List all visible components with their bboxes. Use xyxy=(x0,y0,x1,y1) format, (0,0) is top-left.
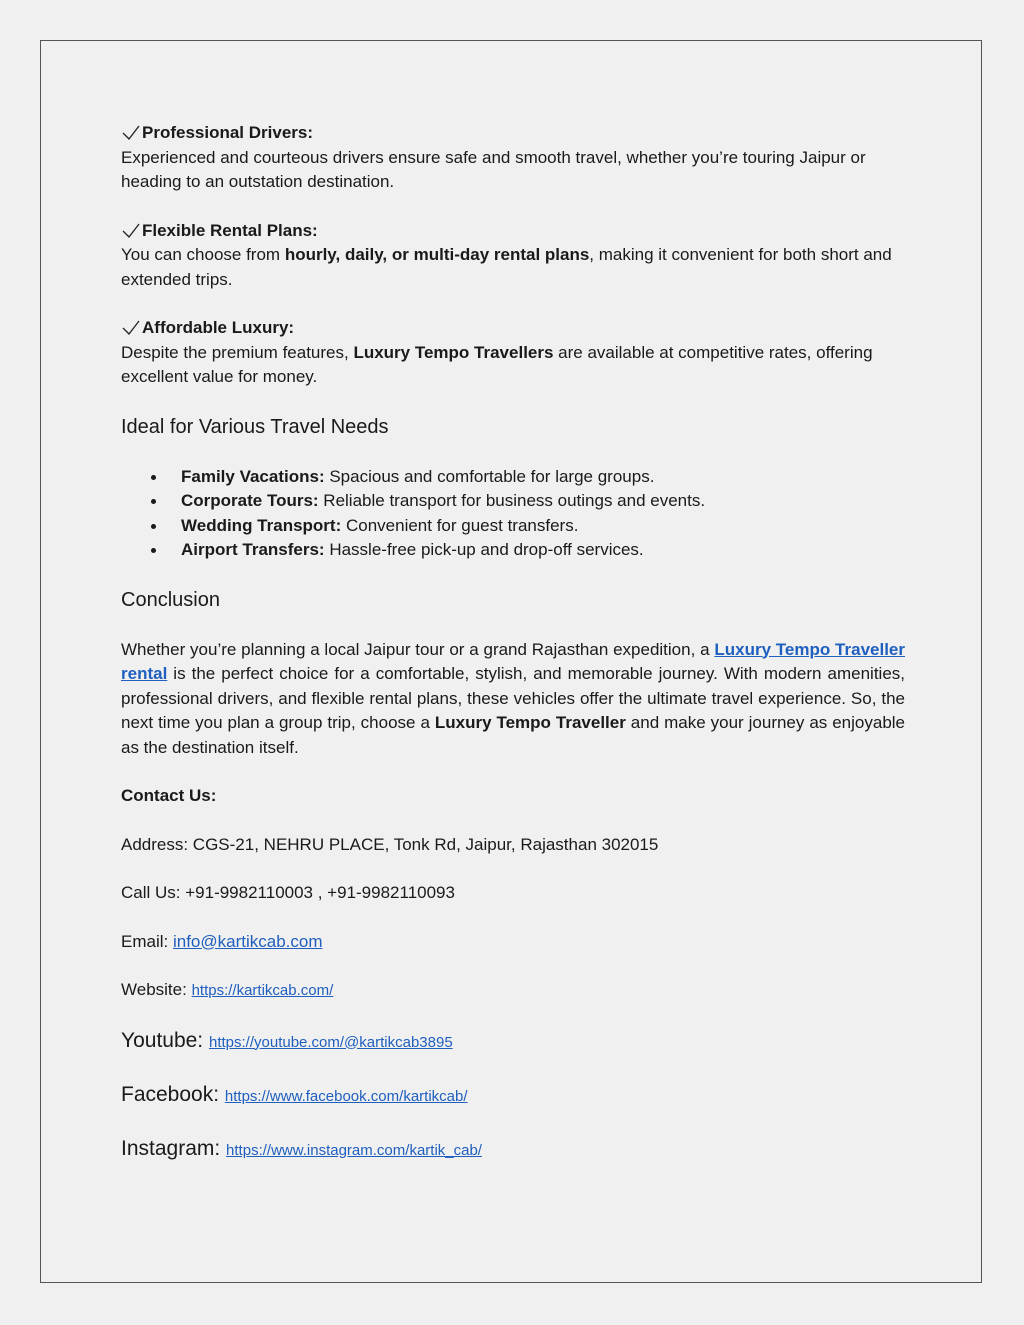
section-heading-travel-needs: Ideal for Various Travel Needs xyxy=(121,415,389,438)
bold-phrase: hourly, daily, or multi-day rental plans xyxy=(284,245,590,264)
checkmark-icon xyxy=(121,319,141,337)
checkmark-icon xyxy=(121,222,141,240)
feature-flexible-rental-plans xyxy=(121,219,905,293)
feature-text: Despite the premium features, Luxury Tempo Travellers are available at competitive rates, offering excellent value for money. xyxy=(121,342,873,386)
feature-title: Professional Drivers: xyxy=(142,123,314,142)
bold-phrase: Luxury Tempo Travellers xyxy=(353,342,554,362)
contact-instagram: Instagram: https://www.instagram.com/kartik_cab/ xyxy=(121,1136,482,1160)
youtube-link[interactable]: https://youtube.com/@kartikcab3895 xyxy=(208,1033,453,1051)
contact-facebook: Facebook: https://www.facebook.com/kartikcab/ xyxy=(121,1082,468,1106)
list-item: Corporate Tours: Reliable transport for business outings and events. xyxy=(181,489,905,514)
feature-affordable-luxury xyxy=(121,316,905,390)
feature-text: You can choose from hourly, daily, or multi-day rental plans, making it convenient for both short and extended trips. xyxy=(121,245,892,289)
contact-youtube: Youtube: https://youtube.com/@kartikcab3895 xyxy=(121,1028,453,1052)
list-item: Wedding Transport: Convenient for guest transfers. xyxy=(181,514,905,539)
feature-text: Experienced and courteous drivers ensure safe and smooth travel, whether you’re touring Jaipur or heading to an outstation destination. xyxy=(121,147,866,191)
feature-professional-drivers xyxy=(121,121,905,195)
page-content xyxy=(121,121,905,1190)
list-item: Airport Transfers: Hassle-free pick-up and drop-off services. xyxy=(181,538,905,563)
feature-title: Affordable Luxury: xyxy=(142,318,295,337)
contact-heading: Contact Us: xyxy=(121,786,217,805)
luxury-tempo-traveller-link[interactable]: Luxury Tempo Traveller rental xyxy=(121,639,905,683)
list-item: Family Vacations: Spacious and comfortable for large groups. xyxy=(181,465,905,490)
website-link[interactable]: https://kartikcab.com/ xyxy=(191,982,334,999)
feature-title: Flexible Rental Plans: xyxy=(142,220,318,240)
travel-needs-list xyxy=(121,465,905,563)
document-page xyxy=(40,40,982,1283)
conclusion-paragraph: Whether you’re planning a local Jaipur tour or a grand Rajasthan expedition, a Luxury Tempo Traveller rental is the perfect choice for a comfortable, stylish, and memorable journey. With modern amenities, professional drivers, and flexible rental plans, these vehicles offer the ultimate travel experience. So, the next time you plan a group trip, choose a Luxury Tempo Traveller and make your journey as enjoyable as the destination itself. xyxy=(121,639,906,757)
instagram-link[interactable]: https://www.instagram.com/kartik_cab/ xyxy=(226,1141,482,1159)
checkmark-icon xyxy=(121,124,141,142)
contact-phone: Call Us: +91-9982110003 , +91-9982110093 xyxy=(121,883,455,902)
contact-website: Website: https://kartikcab.com/ xyxy=(121,980,334,999)
facebook-link[interactable]: https://www.facebook.com/kartikcab/ xyxy=(224,1087,468,1105)
section-heading-conclusion: Conclusion xyxy=(121,588,220,611)
contact-address: Address: CGS-21, NEHRU PLACE, Tonk Rd, Jaipur, Rajasthan 302015 xyxy=(121,834,659,854)
email-link[interactable]: info@kartikcab.com xyxy=(172,931,323,951)
contact-email: Email: info@kartikcab.com xyxy=(121,931,323,951)
